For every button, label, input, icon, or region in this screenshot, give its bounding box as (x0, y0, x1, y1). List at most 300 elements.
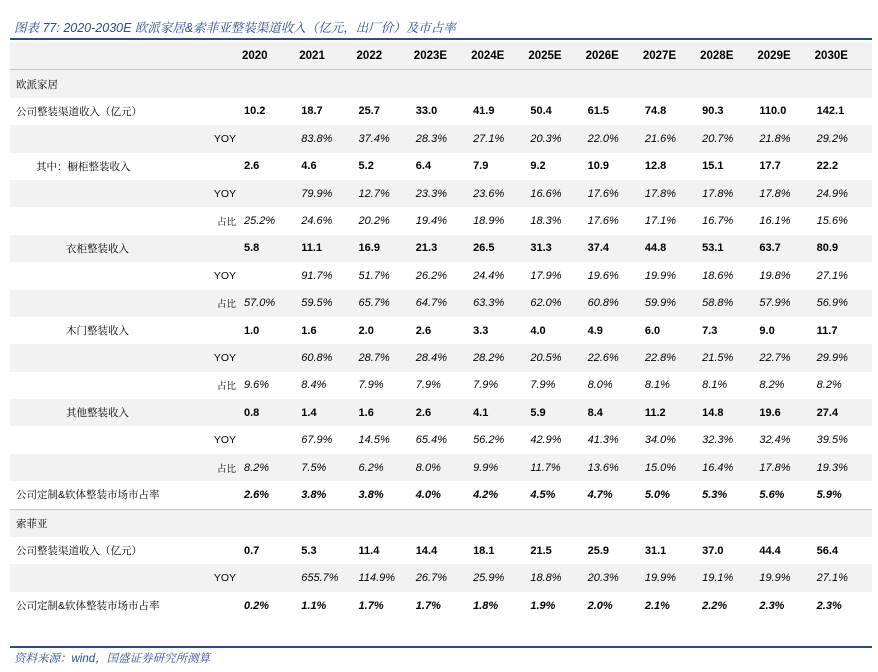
row-label: 公司定制&软体整装市场市占率 (16, 600, 160, 612)
value-cell: 16.6% (528, 180, 585, 207)
value-cell: 19.9% (757, 564, 814, 591)
value-cell: 8.2% (759, 379, 785, 392)
value-cell: 63.3% (471, 290, 528, 317)
value-cell: 22.8% (643, 344, 700, 371)
row-label: 公司整装渠道收入（亿元） (16, 105, 142, 118)
row-sublabel: 占比 (216, 381, 236, 393)
table-row (10, 262, 872, 289)
value-cell: 91.7% (301, 269, 333, 282)
value-cell (242, 125, 299, 152)
row-sublabel (162, 70, 242, 98)
value-cell (815, 509, 872, 537)
value-cell: 27.1% (815, 564, 872, 591)
table-row (10, 481, 872, 509)
row-sublabel: YOY (162, 344, 242, 371)
value-cell: 110.0 (759, 105, 787, 118)
value-cell (242, 180, 299, 207)
value-cell: 17.6% (587, 215, 619, 228)
value-cell: 16.9 (357, 235, 414, 262)
value-cell: 25.9 (587, 544, 610, 557)
row-label: 欧派家居 (10, 70, 162, 98)
value-cell: 90.3 (702, 105, 724, 118)
value-cell: 27.1% (471, 125, 528, 152)
value-cell: 19.1% (700, 564, 757, 591)
bottom-rule (10, 646, 872, 648)
value-cell: 2.6 (415, 324, 432, 337)
value-cell: 20.5% (528, 344, 585, 371)
row-label: 衣柜整装收入 (10, 235, 162, 262)
row-label: 其他整装收入 (10, 399, 162, 426)
value-cell: 2.3% (816, 599, 842, 612)
row-label (10, 262, 162, 289)
value-cell: 21.3 (414, 235, 471, 262)
value-cell: 63.7 (757, 235, 814, 262)
table-row (10, 454, 872, 481)
value-cell: 20.7% (700, 125, 757, 152)
value-cell (757, 509, 814, 537)
value-cell: 1.6 (357, 399, 414, 426)
value-cell: 17.7 (759, 160, 781, 173)
year-header: 2022 (357, 42, 414, 70)
value-cell: 2.2% (702, 599, 728, 612)
value-cell: 18.1 (473, 544, 495, 557)
table-row (10, 180, 872, 207)
value-cell: 4.9 (587, 324, 603, 337)
value-cell (357, 70, 414, 98)
value-cell: 26.5 (471, 235, 528, 262)
value-cell: 9.0 (759, 324, 775, 337)
value-cell: 20.3% (528, 125, 585, 152)
value-cell: 0.8 (242, 399, 299, 426)
value-cell: 61.5 (587, 105, 610, 118)
row-sublabel (162, 537, 242, 564)
chart-title: 图表 77: 2020-2030E 欧派家居&索菲亚整装渠道收入（亿元，出厂价）及市占率 (14, 21, 456, 35)
value-cell: 14.4 (415, 544, 438, 557)
value-cell: 1.1% (301, 599, 327, 612)
value-cell: 27.1% (816, 269, 848, 282)
value-cell: 56.9% (815, 290, 872, 317)
value-cell: 12.7% (357, 180, 414, 207)
row-label: 公司定制&软体整装市场市占率 (16, 489, 160, 502)
source-note: 资料来源：wind，国盛证券研究所测算 (14, 653, 211, 665)
table-row (10, 290, 872, 317)
data-table (10, 42, 872, 619)
row-sublabel: YOY (162, 564, 242, 591)
value-cell: 62.0% (528, 290, 585, 317)
value-cell: 6.0 (644, 324, 661, 337)
value-cell: 21.5% (700, 344, 757, 371)
table-row (10, 125, 872, 152)
value-cell: 17.9% (530, 269, 562, 282)
value-cell: 26.2% (415, 269, 447, 282)
value-cell: 1.6 (301, 324, 317, 337)
value-cell (528, 70, 585, 98)
value-cell: 655.7% (299, 564, 356, 591)
row-sublabel: YOY (213, 434, 236, 447)
row-label (10, 180, 162, 207)
value-cell: 26.7% (414, 564, 471, 591)
value-cell: 15.6% (816, 215, 848, 228)
value-cell: 18.8% (528, 564, 585, 591)
section-row (10, 509, 872, 537)
value-cell: 6.4 (415, 160, 432, 173)
value-cell: 13.6% (586, 454, 643, 481)
value-cell (242, 426, 299, 453)
row-sublabel (162, 592, 242, 619)
value-cell: 74.8 (644, 105, 667, 118)
value-cell: 20.2% (358, 215, 390, 228)
value-cell: 5.3% (702, 488, 728, 501)
value-cell (242, 262, 299, 289)
value-cell (586, 509, 643, 537)
value-cell: 14.8 (700, 399, 757, 426)
value-cell: 34.0% (644, 434, 677, 447)
value-cell: 24.6% (301, 215, 333, 228)
row-sublabel: YOY (162, 180, 242, 207)
value-cell: 8.1% (644, 379, 670, 392)
value-cell: 7.9% (415, 379, 441, 392)
value-cell (299, 509, 356, 537)
value-cell: 22.0% (586, 125, 643, 152)
value-cell: 7.9% (358, 379, 384, 392)
value-cell: 22.7% (757, 344, 814, 371)
value-cell (471, 70, 528, 98)
value-cell: 8.0% (587, 379, 613, 392)
value-cell: 10.2 (244, 105, 266, 118)
value-cell: 8.2% (816, 379, 842, 392)
year-header: 2023E (414, 42, 471, 70)
value-cell: 19.6% (587, 269, 619, 282)
year-header: 2028E (700, 42, 757, 70)
row-label (10, 454, 162, 481)
value-cell: 11.2 (643, 399, 700, 426)
value-cell: 5.2 (358, 160, 374, 173)
year-header: 2030E (815, 42, 872, 70)
value-cell: 5.9% (816, 488, 842, 501)
year-header: 2025E (528, 42, 585, 70)
value-cell: 5.9 (528, 399, 585, 426)
value-cell: 19.9% (644, 269, 677, 282)
value-cell: 19.6 (757, 399, 814, 426)
row-sublabel: YOY (213, 269, 236, 282)
value-cell: 1.8% (473, 599, 499, 612)
row-label: 其中：橱柜整装收入 (36, 160, 131, 173)
value-cell: 56.2% (473, 434, 505, 447)
value-cell: 19.8% (759, 269, 791, 282)
value-cell: 1.7% (415, 599, 441, 612)
value-cell (414, 509, 471, 537)
value-cell: 4.6 (301, 160, 317, 173)
value-cell: 0.2% (244, 599, 270, 612)
value-cell: 60.8% (299, 344, 356, 371)
value-cell: 8.4% (301, 379, 327, 392)
value-cell: 2.3% (759, 599, 785, 612)
value-cell: 11.1 (299, 235, 356, 262)
value-cell: 1.0 (244, 324, 260, 337)
table-row (10, 98, 872, 125)
value-cell: 65.7% (357, 290, 414, 317)
value-cell: 7.9 (473, 160, 489, 173)
value-cell: 42.9% (530, 434, 562, 447)
value-cell: 5.8 (242, 235, 299, 262)
value-cell: 37.0 (702, 544, 724, 557)
value-cell (299, 70, 356, 98)
value-cell: 29.9% (815, 344, 872, 371)
value-cell (528, 509, 585, 537)
value-cell (700, 70, 757, 98)
header-label-cell (10, 42, 162, 70)
value-cell: 67.9% (301, 434, 333, 447)
row-label: 公司整装渠道收入（亿元） (16, 545, 142, 558)
value-cell: 19.4% (415, 215, 447, 228)
value-cell: 51.7% (358, 269, 390, 282)
row-label (10, 207, 162, 234)
table-row (10, 399, 872, 426)
value-cell: 18.3% (530, 215, 562, 228)
value-cell: 7.9% (530, 379, 556, 392)
value-cell: 17.8% (700, 180, 757, 207)
value-cell: 44.8 (643, 235, 700, 262)
value-cell: 11.7 (816, 324, 838, 337)
value-cell: 3.3 (473, 324, 489, 337)
table-row (10, 207, 872, 234)
row-sublabel: 占比 (162, 290, 242, 317)
value-cell (643, 70, 700, 98)
value-cell: 24.4% (473, 269, 505, 282)
value-cell: 17.8% (757, 180, 814, 207)
value-cell: 32.4% (759, 434, 791, 447)
value-cell: 2.6 (414, 399, 471, 426)
table-row (10, 344, 872, 371)
value-cell: 1.9% (530, 599, 556, 612)
row-sublabel (162, 235, 242, 262)
value-cell: 4.5% (530, 488, 556, 501)
value-cell: 19.9% (643, 564, 700, 591)
value-cell (242, 564, 299, 591)
value-cell: 53.1 (700, 235, 757, 262)
value-cell: 57.9% (757, 290, 814, 317)
row-label (10, 564, 162, 591)
value-cell: 8.1% (702, 379, 728, 392)
value-cell: 31.1 (644, 544, 667, 557)
value-cell: 10.9 (587, 160, 610, 173)
value-cell: 18.7 (301, 105, 323, 118)
value-cell: 2.0 (358, 324, 374, 337)
row-sublabel (162, 317, 242, 344)
table-row (10, 235, 872, 262)
value-cell: 21.5 (530, 544, 552, 557)
row-label (10, 290, 162, 317)
value-cell: 17.6% (586, 180, 643, 207)
table-row (10, 153, 872, 180)
row-label (10, 125, 162, 152)
value-cell: 12.8 (644, 160, 667, 173)
value-cell: 8.2% (242, 454, 299, 481)
value-cell: 27.4 (815, 399, 872, 426)
value-cell: 50.4 (530, 105, 552, 118)
value-cell (586, 70, 643, 98)
value-cell: 31.3 (528, 235, 585, 262)
value-cell: 23.3% (414, 180, 471, 207)
value-cell: 3.8% (301, 488, 327, 501)
value-cell (700, 509, 757, 537)
row-sublabel: 占比 (162, 454, 242, 481)
row-sublabel (162, 481, 242, 509)
value-cell: 32.3% (702, 434, 734, 447)
value-cell (815, 70, 872, 98)
section-row (10, 70, 872, 98)
table-row (10, 426, 872, 453)
row-sublabel: 占比 (216, 217, 236, 229)
value-cell: 8.0% (414, 454, 471, 481)
row-label (10, 426, 162, 453)
table-row (10, 592, 872, 619)
table-body (10, 70, 872, 619)
value-cell: 4.2% (473, 488, 499, 501)
value-cell: 39.5% (816, 434, 848, 447)
year-header: 2026E (586, 42, 643, 70)
value-cell: 114.9% (357, 564, 414, 591)
value-cell: 7.5% (299, 454, 356, 481)
header-row (10, 42, 872, 70)
value-cell: 22.6% (586, 344, 643, 371)
year-header: 2027E (643, 42, 700, 70)
value-cell: 41.3% (587, 434, 619, 447)
value-cell: 2.0% (587, 599, 613, 612)
year-header: 2021 (299, 42, 356, 70)
row-sublabel (162, 509, 242, 537)
value-cell: 65.4% (415, 434, 447, 447)
value-cell: 60.8% (586, 290, 643, 317)
table-row (10, 564, 872, 591)
value-cell (414, 70, 471, 98)
value-cell: 29.2% (815, 125, 872, 152)
value-cell: 79.9% (299, 180, 356, 207)
value-cell: 25.2% (244, 215, 276, 228)
year-header: 2020 (242, 42, 299, 70)
value-cell: 5.6% (759, 488, 785, 501)
value-cell: 15.0% (643, 454, 700, 481)
value-cell: 5.3 (301, 544, 317, 557)
value-cell: 1.4 (299, 399, 356, 426)
value-cell: 33.0 (415, 105, 438, 118)
value-cell: 18.9% (473, 215, 505, 228)
table-row (10, 537, 872, 564)
value-cell: 23.6% (471, 180, 528, 207)
row-label: 木门整装收入 (66, 325, 129, 338)
row-sublabel (162, 98, 242, 125)
value-cell: 8.4 (586, 399, 643, 426)
row-label (10, 372, 162, 399)
row-sublabel (162, 153, 242, 180)
value-cell: 16.4% (700, 454, 757, 481)
value-cell: 59.9% (643, 290, 700, 317)
value-cell: 2.6 (244, 160, 260, 173)
value-cell: 17.1% (644, 215, 677, 228)
value-cell: 7.3 (702, 324, 718, 337)
value-cell: 28.7% (357, 344, 414, 371)
value-cell: 28.3% (414, 125, 471, 152)
value-cell: 14.5% (358, 434, 390, 447)
value-cell: 80.9 (815, 235, 872, 262)
value-cell: 28.4% (414, 344, 471, 371)
value-cell: 44.4 (759, 544, 781, 557)
row-sublabel: YOY (162, 125, 242, 152)
value-cell: 9.9% (471, 454, 528, 481)
value-cell: 5.0% (644, 488, 670, 501)
value-cell: 64.7% (414, 290, 471, 317)
table-row (10, 372, 872, 399)
value-cell (242, 509, 299, 537)
value-cell (643, 509, 700, 537)
value-cell: 37.4 (586, 235, 643, 262)
value-cell: 57.0% (242, 290, 299, 317)
value-cell: 25.9% (471, 564, 528, 591)
value-cell: 17.8% (643, 180, 700, 207)
value-cell: 19.3% (815, 454, 872, 481)
value-cell (757, 70, 814, 98)
value-cell: 20.3% (586, 564, 643, 591)
value-cell: 2.6% (244, 488, 270, 501)
value-cell (471, 509, 528, 537)
row-sublabel (162, 399, 242, 426)
value-cell: 9.6% (244, 379, 270, 392)
value-cell: 6.2% (357, 454, 414, 481)
value-cell: 25.7 (358, 105, 380, 118)
value-cell: 58.8% (700, 290, 757, 317)
value-cell: 11.7% (528, 454, 585, 481)
value-cell: 9.2 (530, 160, 546, 173)
value-cell: 0.7 (244, 544, 260, 557)
value-cell: 24.9% (815, 180, 872, 207)
value-cell: 4.0% (415, 488, 441, 501)
value-cell: 59.5% (299, 290, 356, 317)
value-cell: 3.8% (358, 488, 384, 501)
value-cell: 83.8% (299, 125, 356, 152)
value-cell (242, 344, 299, 371)
table-row (10, 317, 872, 344)
row-label: 索菲亚 (10, 509, 162, 537)
value-cell: 18.6% (702, 269, 734, 282)
value-cell: 7.9% (473, 379, 499, 392)
value-cell: 22.2 (816, 160, 839, 173)
value-cell: 21.8% (757, 125, 814, 152)
value-cell: 16.7% (702, 215, 734, 228)
year-header: 2029E (757, 42, 814, 70)
value-cell: 28.2% (471, 344, 528, 371)
year-header: 2024E (471, 42, 528, 70)
value-cell (357, 509, 414, 537)
title-bar (10, 14, 872, 40)
value-cell: 17.8% (757, 454, 814, 481)
value-cell: 11.4 (358, 544, 380, 557)
value-cell: 2.1% (644, 599, 670, 612)
value-cell: 15.1 (702, 160, 724, 173)
value-cell: 37.4% (357, 125, 414, 152)
value-cell: 56.4 (816, 544, 839, 557)
value-cell: 41.9 (473, 105, 495, 118)
value-cell: 142.1 (816, 105, 845, 118)
value-cell (242, 70, 299, 98)
value-cell: 1.7% (358, 599, 384, 612)
value-cell: 21.6% (643, 125, 700, 152)
row-label (10, 344, 162, 371)
value-cell: 16.1% (759, 215, 791, 228)
value-cell: 4.7% (587, 488, 613, 501)
value-cell: 4.1 (471, 399, 528, 426)
value-cell: 4.0 (530, 324, 546, 337)
header-sub-cell (162, 42, 242, 70)
